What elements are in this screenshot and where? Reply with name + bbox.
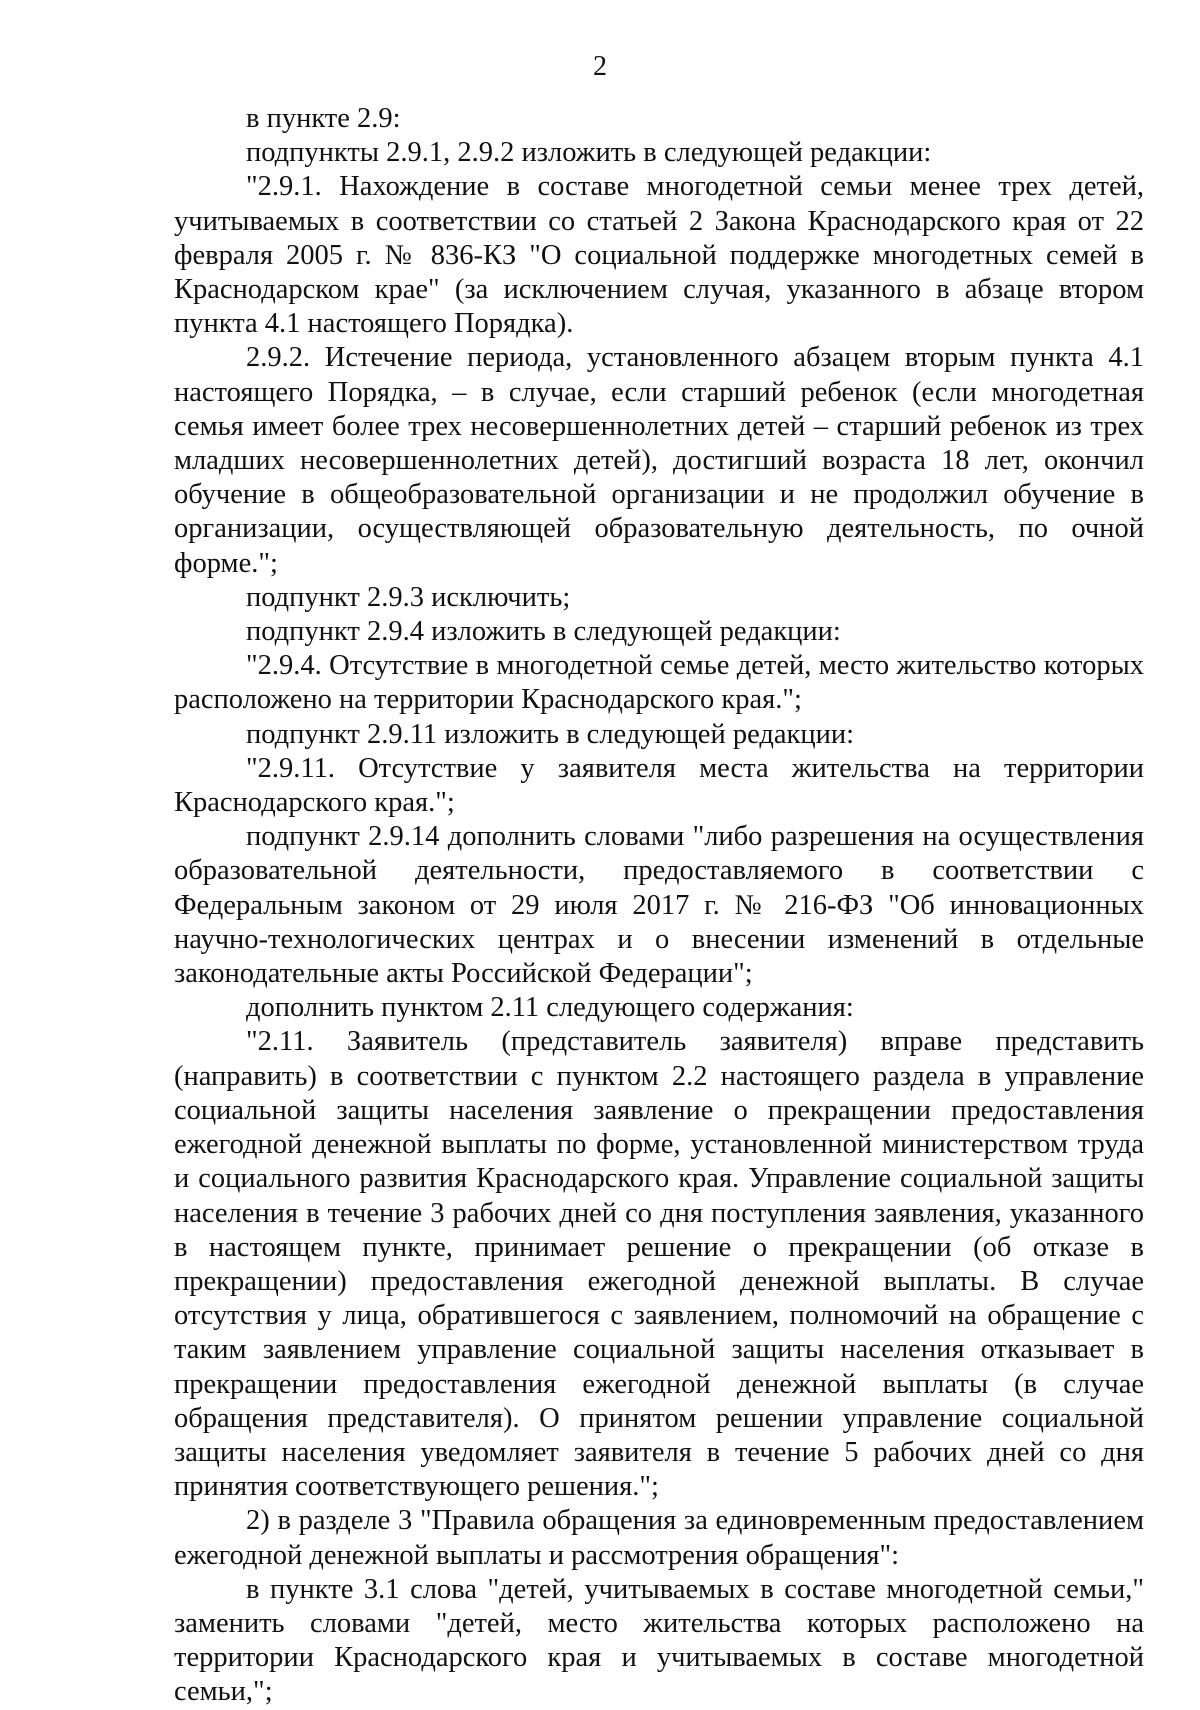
paragraph: подпункт 2.9.11 изложить в следующей редакции: bbox=[246, 718, 855, 750]
paragraph: 2) в разделе 3 "Правила обращения за единовременным предоставлением ежегодной денежной выплаты и рассмотрения обращения": bbox=[174, 1505, 1144, 1571]
paragraph: дополнить пунктом 2.11 следующего содержания: bbox=[246, 992, 854, 1024]
paragraph: подпункты 2.9.1, 2.9.2 изложить в следующей редакции: bbox=[246, 137, 932, 169]
paragraph: в пункте 3.1 слова "детей, учитываемых в составе многодетной семьи," заменить словами "детей, место жительства которых расположено на территории Краснодарского края и учитываемых в составе многодетной семьи,"; bbox=[174, 1573, 1144, 1708]
paragraph: "2.9.11. Отсутствие у заявителя места жительства на территории Краснодарского края."; bbox=[174, 752, 1144, 819]
page-number: 2 bbox=[593, 51, 607, 82]
paragraph: подпункт 2.9.14 дополнить словами "либо разрешения на осуществления образовательной деятельности, предоставляемого в соответствии с Федеральным законом от 29 июля 2017 г. № 216-ФЗ "Об инновационных научно-технологических центрах и о внесении изменений в отдельные законодательные акты Российской Федерации"; bbox=[174, 821, 1144, 990]
paragraph: 2.9.2. Истечение периода, установленного абзацем вторым пункта 4.1 настоящего Порядка, – в случае, если старший ребенок (если многодетная семья имеет более трех несовершеннолетних детей – старший ребенок из трех младших несовершеннолетних детей), достигший возраста 18 лет, окончил обучение в общеобразовательной организации и не продолжил обучение в организации, осуществляющей образовательную деятельность, по очной форме."; bbox=[174, 342, 1144, 579]
paragraph: подпункт 2.9.3 исключить; bbox=[246, 581, 571, 613]
paragraph: в пункте 2.9: bbox=[246, 103, 401, 134]
paragraph: "2.11. Заявитель (представитель заявителя) вправе представить (направить) в соответствии с пунктом 2.2 настоящего раздела в управление социальной защиты населения заявление о прекращении предоставления ежегодной денежной выплаты по форме, установленной министерством труда и социального развития Краснодарского края. Управление социальной защиты населения в течение 3 рабочих дней со дня поступления заявления, указанного в настоящем пункте, принимает решение о прекращении (об отказе в прекращении) предоставления ежегодной денежной выплаты. В случае отсутствия у лица, обратившегося с заявлением, полномочий на обращение с таким заявлением управление социальной защиты населения отказывает в прекращении предоставления ежегодной денежной выплаты (в случае обращения представителя). О принятом решении управление социальной защиты населения уведомляет заявителя в течение 5 рабочих дней со дня принятия соответствующего решения."; bbox=[174, 1026, 1144, 1503]
paragraph: "2.9.4. Отсутствие в многодетной семье детей, место жительство которых расположено на территории Краснодарского края."; bbox=[174, 650, 1144, 716]
document-body bbox=[174, 102, 1144, 1710]
paragraph: подпункт 2.9.4 изложить в следующей редакции: bbox=[246, 616, 841, 648]
paragraph: "2.9.1. Нахождение в составе многодетной семьи менее трех детей, учитываемых в соответствии со статьей 2 Закона Краснодарского края от 22 февраля 2005 г. № 836-КЗ "О социальной поддержке многодетных семей в Краснодарском крае" (за исключением случая, указанного в абзаце втором пункта 4.1 настоящего Порядка). bbox=[174, 171, 1144, 340]
